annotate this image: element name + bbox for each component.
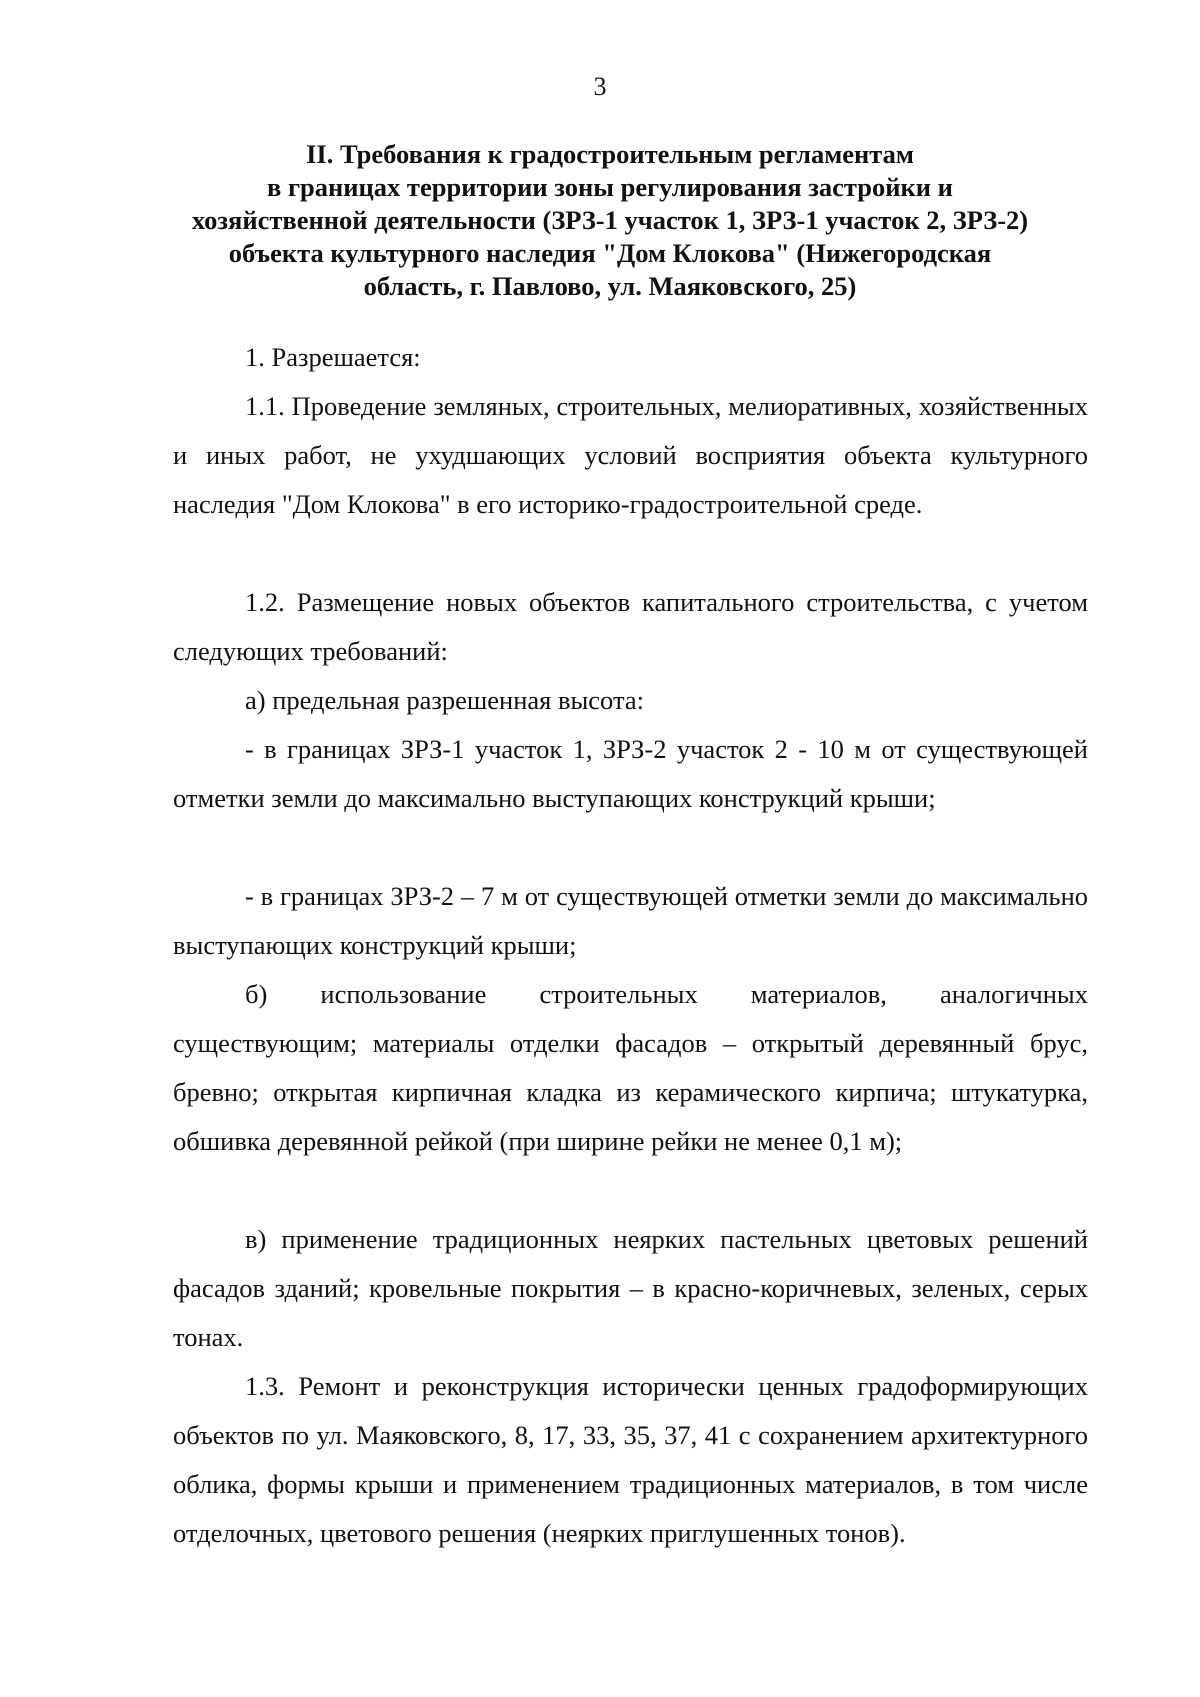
heading-line: хозяйственной деятельности (ЗРЗ-1 участок 1, ЗРЗ-1 участок 2, ЗРЗ-2) [191, 205, 1029, 235]
paragraph-text: 1.2. Размещение новых объектов капитального строительства, с учетом следующих требований: [173, 587, 1088, 666]
heading-line: II. Требования к градостроительным регламентам [306, 139, 914, 169]
paragraph-text: а) предельная разрешенная высота: [245, 685, 644, 715]
section-heading [150, 138, 1070, 303]
heading-line: область, г. Павлово, ул. Маяковского, 25) [363, 271, 857, 301]
paragraph-1-3 [173, 1362, 1088, 1558]
paragraph-text: б) использование строительных материалов, аналогичных существующим; материалы отделки фасадов – открытый деревянный брус, бревно; открытая кирпичная кладка из керамического кирпича; штукатурка, обшивка деревянной рейкой (при ширине рейки не менее 0,1 м); [173, 979, 1088, 1156]
paragraph-height-zrz1 [173, 725, 1088, 823]
heading-line: объекта культурного наследия "Дом Клокова" (Нижегородская [228, 238, 992, 268]
paragraph-1-2 [173, 578, 1088, 676]
page-number: 3 [593, 72, 607, 101]
paragraph-text: 1.1. Проведение земляных, строительных, мелиоративных, хозяйственных и иных работ, не ухудшающих условий восприятия объекта культурного наследия "Дом Клокова" в его историко-градостроительной среде. [173, 391, 1088, 519]
paragraph-height-zrz2 [173, 872, 1088, 970]
paragraph-text: 1.3. Ремонт и реконструкция исторически ценных градоформирующих объектов по ул. Маяковского, 8, 17, 33, 35, 37, 41 с сохранением архитектурного облика, формы крыши и применением традиционных материалов, в том числе отделочных, цветового решения (неярких приглушенных тонов). [173, 1371, 1088, 1548]
paragraph-materials [173, 970, 1088, 1166]
paragraph-text: 1. Разрешается: [245, 342, 421, 372]
paragraph-permitted [173, 333, 1088, 382]
paragraph-text: в) применение традиционных неярких пастельных цветовых решений фасадов зданий; кровельные покрытия – в красно-коричневых, зеленых, серых тонах. [173, 1224, 1088, 1352]
paragraph-colors [173, 1215, 1088, 1362]
paragraph-text: - в границах ЗРЗ-2 – 7 м от существующей отметки земли до максимально выступающих конструкций крыши; [173, 881, 1088, 960]
heading-line: в границах территории зоны регулирования застройки и [267, 172, 953, 202]
paragraph-1-1 [173, 382, 1088, 529]
paragraph-text: - в границах ЗРЗ-1 участок 1, ЗРЗ-2 участок 2 - 10 м от существующей отметки земли до максимально выступающих конструкций крыши; [173, 734, 1088, 813]
paragraph-height-limit [173, 676, 1088, 725]
